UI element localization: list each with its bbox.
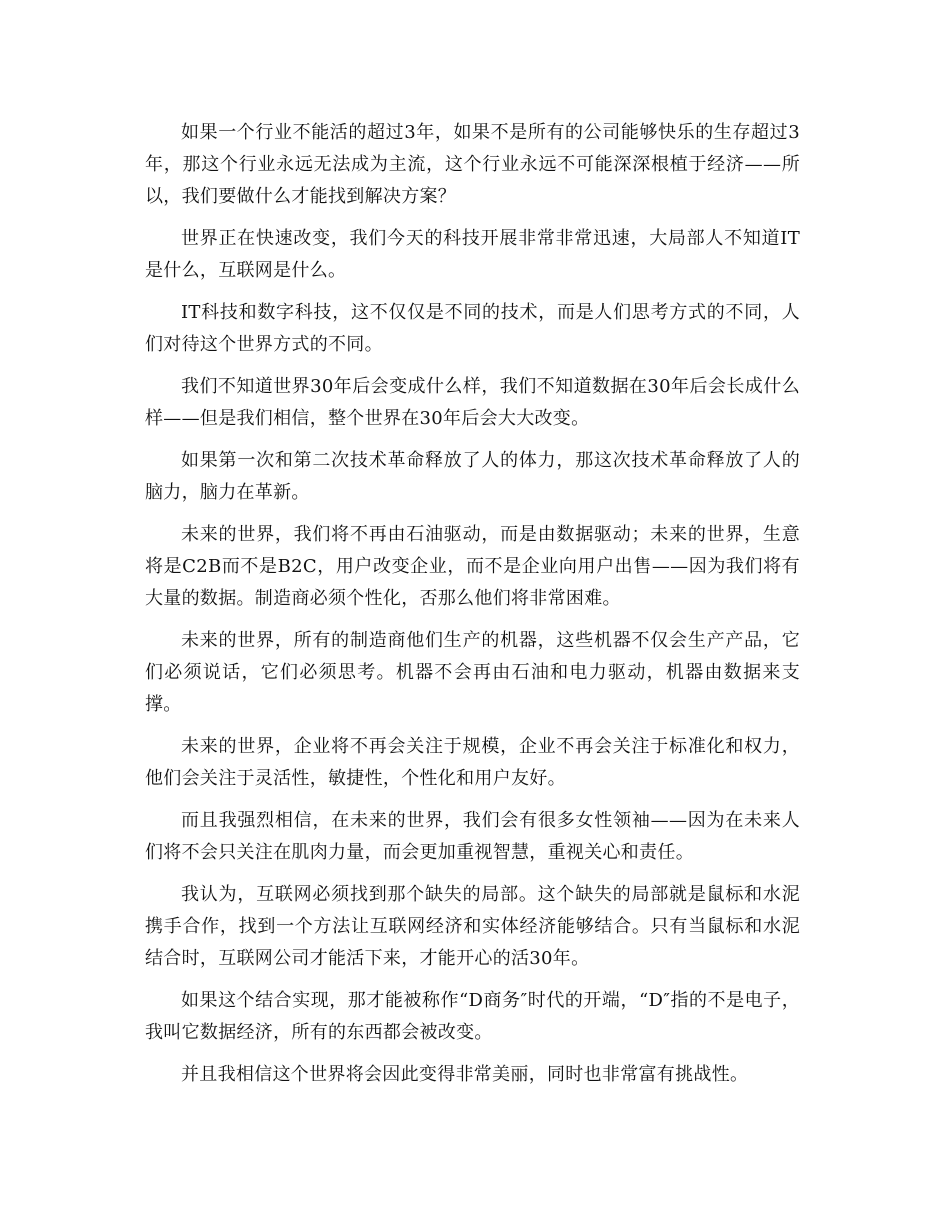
paragraph: 我们不知道世界30年后会变成什么样，我们不知道数据在30年后会长成什么样——但是我们相信，整个世界在30年后会大大改变。: [145, 376, 800, 429]
paragraph: 并且我相信这个世界将会因此变得非常美丽，同时也非常富有挑战性。: [181, 1064, 749, 1085]
paragraph: 未来的世界，我们将不再由石油驱动，而是由数据驱动；未来的世界，生意将是C2B而不是B2C，用户改变企业，而不是企业向用户出售——因为我们将有大量的数据。制造商必须个性化，否那么他们将非常困难。: [145, 524, 800, 609]
paragraph: 如果一个行业不能活的超过3年，如果不是所有的公司能够快乐的生存超过3年，那这个行业永远无法成为主流，这个行业永远不可能深深根植于经济——所以，我们要做什么才能找到解决方案？: [145, 122, 800, 207]
paragraph: IT科技和数字科技，这不仅仅是不同的技术，而是人们思考方式的不同，人们对待这个世界方式的不同。: [145, 302, 800, 355]
paragraph: 世界正在快速改变，我们今天的科技开展非常非常迅速，大局部人不知道IT是什么，互联网是什么。: [145, 228, 800, 281]
paragraph: 如果第一次和第二次技术革命释放了人的体力，那这次技术革命释放了人的脑力，脑力在革新。: [145, 450, 800, 503]
paragraph: 而且我强烈相信，在未来的世界，我们会有很多女性领袖——因为在未来人们将不会只关注在肌肉力量，而会更加重视智慧，重视关心和责任。: [145, 810, 800, 863]
paragraph: 如果这个结合实现，那才能被称作“D商务″时代的开端，“D″指的不是电子，我叫它数据经济，所有的东西都会被改变。: [145, 990, 800, 1043]
paragraph: 未来的世界，所有的制造商他们生产的机器，这些机器不仅会生产产品，它们必须说话，它们必须思考。机器不会再由石油和电力驱动，机器由数据来支撑。: [145, 630, 800, 715]
paragraph: 未来的世界，企业将不再会关注于规模，企业不再会关注于标准化和权力，他们会关注于灵活性，敏捷性，个性化和用户友好。: [145, 736, 800, 789]
document-body: [145, 117, 800, 1101]
paragraph: 我认为，互联网必须找到那个缺失的局部。这个缺失的局部就是鼠标和水泥携手合作，找到一个方法让互联网经济和实体经济能够结合。只有当鼠标和水泥结合时，互联网公司才能活下来，才能开心的活30年。: [145, 884, 800, 969]
